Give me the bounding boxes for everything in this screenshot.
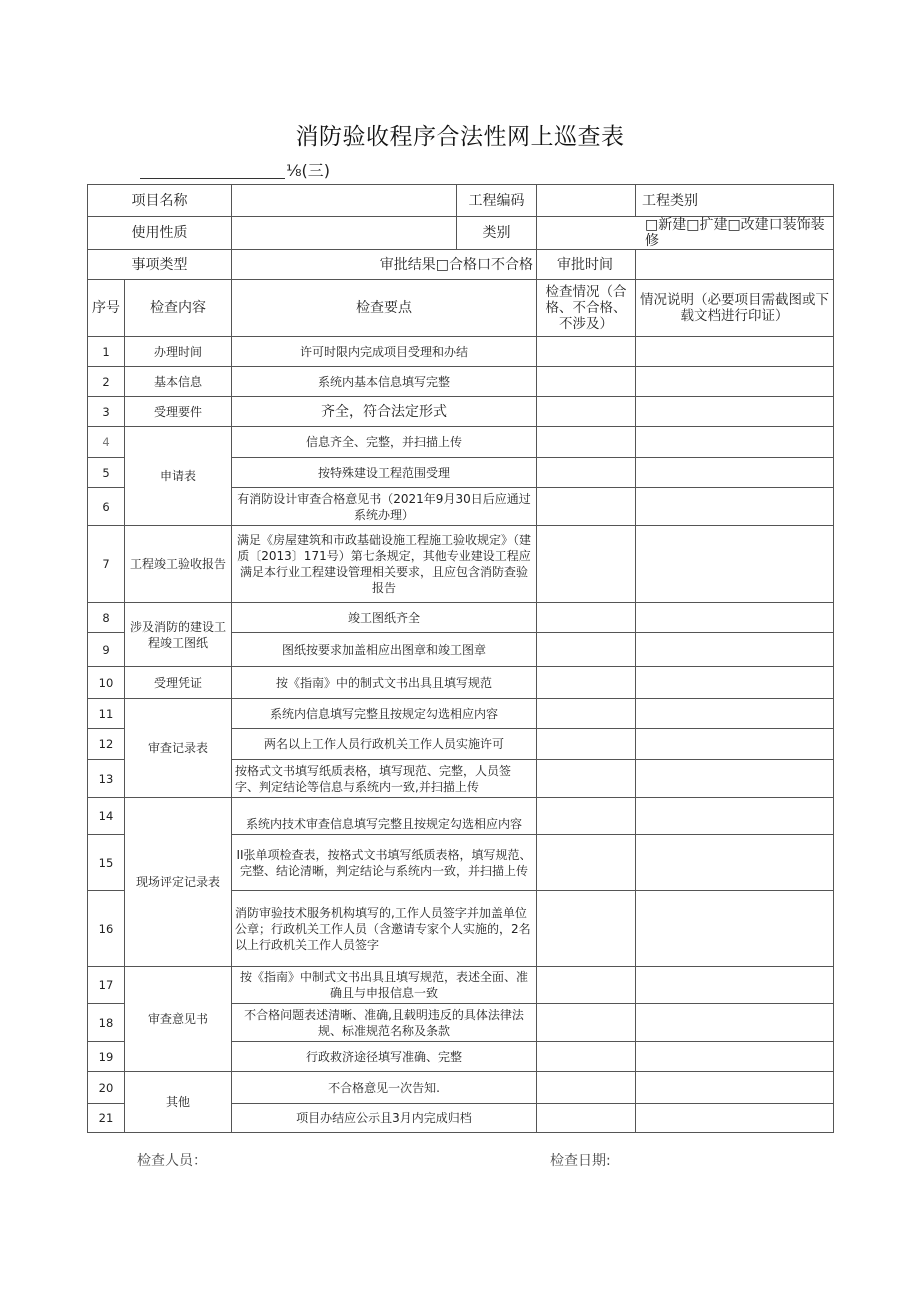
project-code-label: 工程编码: [457, 185, 537, 217]
approval-time-label: 审批时间: [537, 250, 636, 280]
usage-value[interactable]: [232, 217, 457, 250]
row-no: 8: [88, 603, 125, 633]
group-label: 审查记录表: [125, 699, 232, 798]
notes-cell[interactable]: [636, 1072, 834, 1104]
table-row: [88, 427, 834, 458]
row-no: 13: [88, 760, 125, 798]
row-point: 行政救济途径填写准确、完整: [232, 1042, 537, 1072]
notes-cell[interactable]: [636, 367, 834, 397]
row-point: 竣工图纸齐全: [232, 603, 537, 633]
status-cell[interactable]: [537, 1042, 636, 1072]
status-cell[interactable]: [537, 367, 636, 397]
status-cell[interactable]: [537, 760, 636, 798]
col-points: 检查要点: [232, 280, 537, 337]
notes-cell[interactable]: [636, 603, 834, 633]
group-label: 涉及消防的建设工程竣工图纸: [125, 603, 232, 667]
status-cell[interactable]: [537, 891, 636, 967]
row-point: 系统内基本信息填写完整: [232, 367, 537, 397]
group-label: 受理凭证: [125, 667, 232, 699]
project-name-value[interactable]: [232, 185, 457, 217]
notes-cell[interactable]: [636, 488, 834, 526]
row-point: 满足《房屋建筑和市政基础设施工程施工验收规定》（建质〔2013〕171号）第七条规定，其他专业建设工程应满足本行业工程建设管理相关要求，且应包含消防查验报告: [232, 526, 537, 603]
underline: [140, 178, 285, 179]
row-point: 信息齐全、完整，并扫描上传: [232, 427, 537, 458]
notes-cell[interactable]: [636, 729, 834, 760]
row-no: 11: [88, 699, 125, 729]
header-row-usage: [88, 217, 834, 250]
row-point: 按特殊建设工程范围受理: [232, 458, 537, 488]
group-label: 其他: [125, 1072, 232, 1133]
status-cell[interactable]: [537, 337, 636, 367]
row-no: 18: [88, 1004, 125, 1042]
row-no: 2: [88, 367, 125, 397]
category-label: 类别: [457, 217, 537, 250]
notes-cell[interactable]: [636, 699, 834, 729]
inspection-table: [87, 184, 834, 1133]
row-point: 齐全，符合法定形式: [232, 397, 537, 427]
status-cell[interactable]: [537, 967, 636, 1004]
row-no: 21: [88, 1104, 125, 1133]
row-no: 9: [88, 633, 125, 667]
notes-cell[interactable]: [636, 337, 834, 367]
col-notes: 情况说明（必要项目需截图或下载文档进行印证）: [636, 280, 834, 337]
group-label: 办理时间: [125, 337, 232, 367]
group-label: 受理要件: [125, 397, 232, 427]
group-label: 审查意见书: [125, 967, 232, 1072]
row-point: 两名以上工作人员行政机关工作人员实施许可: [232, 729, 537, 760]
group-label: 现场评定记录表: [125, 798, 232, 967]
project-category-label: 工程类别: [636, 185, 834, 217]
status-cell[interactable]: [537, 488, 636, 526]
table-row: [88, 798, 834, 835]
status-cell[interactable]: [537, 397, 636, 427]
row-no: 12: [88, 729, 125, 760]
col-status: 检查情况（合格、不合格、不涉及）: [537, 280, 636, 337]
notes-cell[interactable]: [636, 798, 834, 835]
row-no: 16: [88, 891, 125, 967]
notes-cell[interactable]: [636, 835, 834, 891]
col-content: 检查内容: [125, 280, 232, 337]
inspection-date-label: 检查日期:: [550, 1153, 611, 1169]
status-cell[interactable]: [537, 835, 636, 891]
row-point: 按格式文书填写纸质表格，填写现范、完整，人员签字、判定结论等信息与系统内一致,并扫描上传: [232, 760, 537, 798]
notes-cell[interactable]: [636, 1104, 834, 1133]
row-no: 7: [88, 526, 125, 603]
notes-cell[interactable]: [636, 427, 834, 458]
table-row: [88, 967, 834, 1004]
inspector-label: 检查人员：: [137, 1153, 207, 1169]
group-label: 工程竣工验收报告: [125, 526, 232, 603]
row-no: 3: [88, 397, 125, 427]
table-row: [88, 667, 834, 699]
row-no: 10: [88, 667, 125, 699]
status-cell[interactable]: [537, 603, 636, 633]
row-point: 不合格问题表述清晰、准确,且载明违反的具体法律法规、标准规范名称及条款: [232, 1004, 537, 1042]
table-row: [88, 367, 834, 397]
row-point: 按《指南》中制式文书出具且填写规范，表述全面、准确且与申报信息一致: [232, 967, 537, 1004]
group-label: 基本信息: [125, 367, 232, 397]
header-row-project: [88, 185, 834, 217]
notes-cell[interactable]: [636, 633, 834, 667]
notes-cell[interactable]: [636, 667, 834, 699]
notes-cell[interactable]: [636, 1042, 834, 1072]
notes-cell[interactable]: [636, 458, 834, 488]
status-cell[interactable]: [537, 1004, 636, 1042]
form-number-line: [140, 158, 340, 182]
row-point: 不合格意见一次告知.: [232, 1072, 537, 1104]
project-code-value[interactable]: [537, 185, 636, 217]
project-name-label: 项目名称: [88, 185, 232, 217]
row-point: 项目办结应公示且3月内完成归档: [232, 1104, 537, 1133]
row-no: 1: [88, 337, 125, 367]
form-number: ⅛(三): [286, 161, 330, 180]
row-no: 5: [88, 458, 125, 488]
row-point: 按《指南》中的制式文书出具且填写规范: [232, 667, 537, 699]
table-row: [88, 699, 834, 729]
table-row: [88, 603, 834, 633]
row-no: 19: [88, 1042, 125, 1072]
row-point: II张单项检查表，按格式文书填写纸质表格，填写规范、完整、结论清晰，判定结论与系统内一致，并扫描上传: [232, 835, 537, 891]
status-cell[interactable]: [537, 427, 636, 458]
category-options[interactable]: □新建□扩建□改建口装饰装修: [537, 217, 834, 250]
notes-cell[interactable]: [636, 760, 834, 798]
table-row: [88, 397, 834, 427]
group-label: 申请表: [125, 427, 232, 526]
usage-label: 使用性质: [88, 217, 232, 250]
row-no: 4: [88, 427, 125, 458]
notes-cell[interactable]: [636, 967, 834, 1004]
status-cell[interactable]: [537, 798, 636, 835]
row-point: 消防审验技术服务机构填写的,工作人员签字并加盖单位公章；行政机关工作人员（含邀请专家个人实施的，2名以上行政机关工作人员签字: [232, 891, 537, 967]
status-cell[interactable]: [537, 1104, 636, 1133]
approval-result[interactable]: 审批结果□合格口不合格: [232, 250, 537, 280]
notes-cell[interactable]: [636, 1004, 834, 1042]
status-cell[interactable]: [537, 526, 636, 603]
notes-cell[interactable]: [636, 397, 834, 427]
row-no: 17: [88, 967, 125, 1004]
row-no: 14: [88, 798, 125, 835]
row-point: 有消防设计审查合格意见书（2021年9月30日后应通过系统办理）: [232, 488, 537, 526]
status-cell[interactable]: [537, 699, 636, 729]
row-point: 图纸按要求加盖相应出图章和竣工图章: [232, 633, 537, 667]
row-point: 系统内信息填写完整且按规定勾选相应内容: [232, 699, 537, 729]
column-header-row: [88, 280, 834, 337]
status-cell[interactable]: [537, 1072, 636, 1104]
status-cell[interactable]: [537, 458, 636, 488]
status-cell[interactable]: [537, 667, 636, 699]
notes-cell[interactable]: [636, 526, 834, 603]
notes-cell[interactable]: [636, 891, 834, 967]
row-no: 20: [88, 1072, 125, 1104]
page-title: 消防验收程序合法性网上巡查表: [295, 124, 625, 150]
header-row-type: [88, 250, 834, 280]
status-cell[interactable]: [537, 633, 636, 667]
item-type-label: 事项类型: [88, 250, 232, 280]
status-cell[interactable]: [537, 729, 636, 760]
col-no: 序号: [88, 280, 125, 337]
table-row: [88, 1072, 834, 1104]
approval-time-value[interactable]: [636, 250, 834, 280]
table-row: [88, 337, 834, 367]
row-point: 系统内技术审查信息填写完整且按规定勾选相应内容: [232, 798, 537, 835]
row-point: 许可时限内完成项目受理和办结: [232, 337, 537, 367]
row-no: 6: [88, 488, 125, 526]
row-no: 15: [88, 835, 125, 891]
table-row: [88, 526, 834, 603]
